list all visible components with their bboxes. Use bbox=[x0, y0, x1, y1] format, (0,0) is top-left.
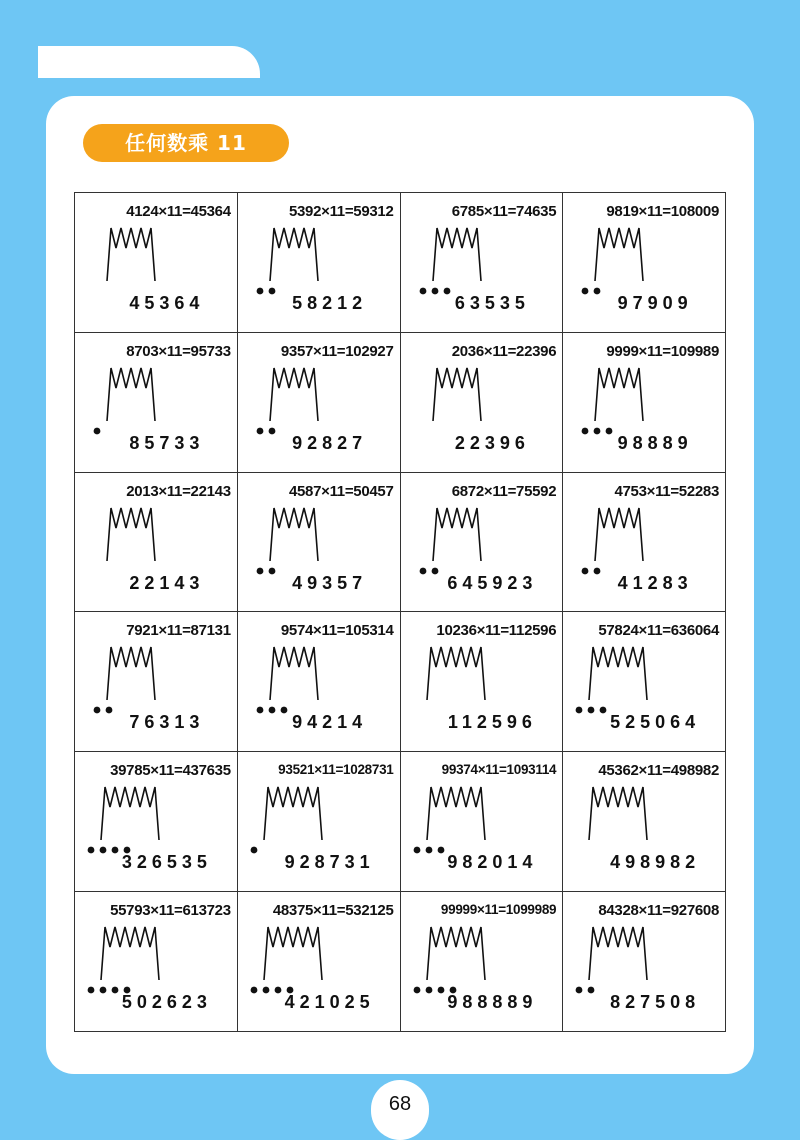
zigzag-line bbox=[427, 787, 485, 840]
equation-text: 84328×11=927608 bbox=[598, 902, 719, 920]
problem-cell bbox=[75, 892, 238, 1032]
problem-cell bbox=[401, 333, 564, 473]
problem-cell bbox=[238, 333, 401, 473]
problem-cell bbox=[401, 193, 564, 333]
zigzag-line bbox=[107, 368, 155, 421]
zigzag-line bbox=[107, 228, 155, 281]
answer-text: 988889 bbox=[447, 992, 538, 1013]
problem-cell bbox=[563, 752, 726, 892]
problem-cell bbox=[563, 193, 726, 333]
answer-text: 22143 bbox=[129, 572, 205, 593]
equation-text: 93521×11=1028731 bbox=[278, 762, 394, 778]
zigzag-line bbox=[107, 647, 155, 700]
problem-cell bbox=[238, 473, 401, 613]
problem-cell bbox=[401, 473, 564, 613]
zigzag-line bbox=[589, 927, 647, 980]
zigzag-line bbox=[589, 787, 647, 840]
equation-text: 99374×11=1093114 bbox=[441, 762, 557, 778]
zigzag-line bbox=[101, 787, 159, 840]
equation-text: 4753×11=52283 bbox=[614, 482, 719, 500]
problem-cell bbox=[75, 473, 238, 613]
problem-cell bbox=[563, 892, 726, 1032]
zigzag-line bbox=[264, 787, 322, 840]
zigzag-line bbox=[595, 228, 643, 281]
equation-text: 8703×11=95733 bbox=[126, 342, 231, 360]
problem-cell bbox=[238, 892, 401, 1032]
equation-text: 45362×11=498982 bbox=[598, 762, 719, 780]
answer-text: 58212 bbox=[292, 293, 368, 313]
equation-text: 6872×11=75592 bbox=[451, 482, 557, 500]
answer-text: 49357 bbox=[292, 572, 368, 593]
equation-text: 99999×11=1099989 bbox=[440, 902, 557, 918]
equation-text: 55793×11=613723 bbox=[110, 902, 231, 920]
zigzag-line bbox=[433, 368, 481, 421]
problem-cell bbox=[401, 752, 564, 892]
equation-text: 7921×11=87131 bbox=[126, 622, 231, 640]
problem-cell bbox=[238, 193, 401, 333]
zigzag-line bbox=[433, 508, 481, 561]
answer-text: 982014 bbox=[447, 852, 538, 873]
equation-text: 5392×11=59312 bbox=[288, 203, 394, 220]
equation-text: 57824×11=636064 bbox=[598, 622, 719, 640]
zigzag-line bbox=[595, 508, 643, 561]
problem-cell bbox=[563, 473, 726, 613]
answer-text: 45364 bbox=[129, 293, 205, 313]
zigzag-line bbox=[589, 647, 647, 700]
equation-text: 6785×11=74635 bbox=[451, 203, 557, 220]
zigzag-line bbox=[427, 647, 485, 700]
answer-text: 76313 bbox=[129, 712, 205, 733]
problem-cell bbox=[563, 333, 726, 473]
answer-text: 112596 bbox=[447, 712, 537, 733]
answer-text: 85733 bbox=[129, 432, 205, 453]
problem-cell bbox=[75, 612, 238, 752]
answer-text: 94214 bbox=[292, 712, 368, 733]
equation-text: 39785×11=437635 bbox=[110, 762, 231, 780]
answer-text: 421025 bbox=[284, 992, 375, 1013]
answer-text: 41283 bbox=[617, 572, 693, 593]
answer-text: 645923 bbox=[447, 572, 538, 593]
zigzag-line bbox=[270, 647, 318, 700]
problem-cell bbox=[75, 752, 238, 892]
answer-text: 97909 bbox=[617, 293, 693, 313]
answer-text: 525064 bbox=[610, 712, 701, 733]
answer-text: 928731 bbox=[284, 852, 375, 873]
problem-cell bbox=[75, 193, 238, 333]
answer-text: 92827 bbox=[292, 432, 368, 453]
zigzag-line bbox=[427, 927, 485, 980]
answer-text: 326535 bbox=[121, 852, 212, 873]
section-title: 任何数乘 11 bbox=[83, 124, 289, 162]
zigzag-line bbox=[270, 368, 318, 421]
equation-text: 48375×11=532125 bbox=[272, 902, 394, 920]
problem-cell bbox=[238, 752, 401, 892]
zigzag-line bbox=[107, 508, 155, 561]
answer-text: 22396 bbox=[454, 432, 530, 453]
zigzag-line bbox=[101, 927, 159, 980]
equation-text: 4124×11=45364 bbox=[126, 203, 231, 220]
answer-text: 98889 bbox=[617, 432, 693, 453]
problem-cell bbox=[401, 612, 564, 752]
zigzag-line bbox=[433, 228, 481, 281]
multiplication-grid bbox=[74, 192, 726, 1032]
equation-text: 9357×11=102927 bbox=[280, 342, 394, 360]
answer-text: 502623 bbox=[121, 992, 212, 1013]
problem-cell bbox=[563, 612, 726, 752]
equation-text: 2036×11=22396 bbox=[451, 342, 557, 360]
equation-text: 9574×11=105314 bbox=[280, 622, 394, 640]
zigzag-line bbox=[264, 927, 322, 980]
zigzag-line bbox=[595, 368, 643, 421]
problem-cell bbox=[75, 333, 238, 473]
page-number: 68 bbox=[388, 1093, 412, 1115]
equation-text: 2013×11=22143 bbox=[126, 482, 231, 500]
problem-cell bbox=[401, 892, 564, 1032]
top-tab-decoration bbox=[38, 46, 260, 78]
equation-text: 9999×11=109989 bbox=[606, 342, 719, 360]
answer-text: 498982 bbox=[610, 852, 701, 873]
zigzag-line bbox=[270, 228, 318, 281]
equation-text: 10236×11=112596 bbox=[436, 622, 557, 640]
equation-text: 9819×11=108009 bbox=[606, 203, 719, 220]
answer-text: 827508 bbox=[610, 992, 701, 1013]
problem-cell bbox=[238, 612, 401, 752]
equation-text: 4587×11=50457 bbox=[288, 482, 394, 500]
zigzag-line bbox=[270, 508, 318, 561]
answer-text: 63535 bbox=[454, 293, 530, 313]
